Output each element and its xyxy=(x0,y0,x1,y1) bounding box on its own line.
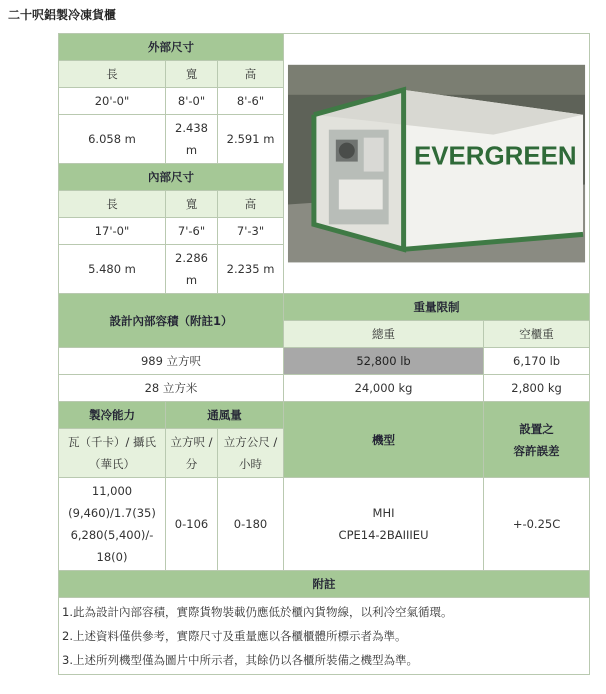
int-height-imperial: 7'-3" xyxy=(218,218,284,245)
setting-tolerance-header xyxy=(484,402,590,478)
external-dimensions-header: 外部尺寸 xyxy=(59,34,284,61)
capacity-cubic-meters: 28 立方米 xyxy=(59,375,284,402)
int-col-length: 長 xyxy=(59,191,166,218)
note-item-3: 3.上述所列機型僅為圖片中所示者，其餘仍以各櫃所裝備之機型為準。 xyxy=(62,653,418,667)
ext-length-imperial: 20'-0" xyxy=(59,88,166,115)
refrigeration-capacity-header: 製冷能力 xyxy=(59,402,166,429)
refrigerated-container-image xyxy=(284,35,589,292)
ext-col-width: 寬 xyxy=(166,61,218,88)
container-spec-table xyxy=(58,33,590,675)
note-item-1: 1.此為設計內部容積，實際貨物裝載仍應低於櫃內貨物線，以利冷空氣循環。 xyxy=(62,605,453,619)
ext-width-metric: 2.438 m xyxy=(166,115,218,164)
int-col-width: 寬 xyxy=(166,191,218,218)
note-item-2: 2.上述資料僅供參考，實際尺寸及重量應以各櫃櫃體所標示者為準。 xyxy=(62,629,407,643)
int-length-imperial: 17'-0" xyxy=(59,218,166,245)
ventilation-value-cmh: 0-180 xyxy=(218,478,284,571)
gross-weight-kg: 24,000 kg xyxy=(284,375,484,402)
gross-weight-label: 總重 xyxy=(284,321,484,348)
ext-width-imperial: 8'-0" xyxy=(166,88,218,115)
setting-header-line1: 設置之 xyxy=(519,421,554,436)
model-value xyxy=(284,478,484,571)
tare-weight-lb: 6,170 lb xyxy=(484,348,590,375)
tare-weight-label: 空櫃重 xyxy=(484,321,590,348)
page-title: 二十呎鋁製冷凍貨櫃 xyxy=(8,8,117,22)
int-col-height: 高 xyxy=(218,191,284,218)
internal-dimensions-header: 內部尺寸 xyxy=(59,164,284,191)
tare-weight-kg: 2,800 kg xyxy=(484,375,590,402)
model-header: 機型 xyxy=(284,402,484,478)
model-value-line2: CPE14-2BAIIIEU xyxy=(338,528,429,542)
ext-height-imperial: 8'-6" xyxy=(218,88,284,115)
refrigeration-unit: 瓦（千卡）/ 攝氏（華氏） xyxy=(59,429,166,478)
refrigeration-capacity-value xyxy=(59,478,166,571)
gross-weight-lb: 52,800 lb xyxy=(284,348,484,375)
int-width-metric: 2.286 m xyxy=(166,245,218,294)
brand-logo-text: EVERGREEN xyxy=(414,142,577,171)
model-value-line1: MHI xyxy=(372,506,395,520)
ventilation-unit-cmh: 立方公尺 / 小時 xyxy=(218,429,284,478)
int-width-imperial: 7'-6" xyxy=(166,218,218,245)
container-photo xyxy=(284,34,590,294)
ext-length-metric: 6.058 m xyxy=(59,115,166,164)
setting-tolerance-value: +-0.25C xyxy=(484,478,590,571)
ext-col-height: 高 xyxy=(218,61,284,88)
ext-col-length: 長 xyxy=(59,61,166,88)
refrig-value-line3: 6,280(5,400)/- xyxy=(70,528,154,542)
weight-limit-header: 重量限制 xyxy=(284,294,590,321)
notes-header: 附註 xyxy=(59,571,590,598)
ventilation-header: 通風量 xyxy=(166,402,284,429)
refrig-value-line4: 18(0) xyxy=(96,550,128,564)
int-height-metric: 2.235 m xyxy=(218,245,284,294)
notes-body xyxy=(59,598,590,675)
refrig-value-line1: 11,000 xyxy=(91,484,133,498)
capacity-cubic-feet: 989 立方呎 xyxy=(59,348,284,375)
ext-height-metric: 2.591 m xyxy=(218,115,284,164)
capacity-header: 設計內部容積（附註1） xyxy=(59,294,284,348)
setting-header-line2: 容許誤差 xyxy=(513,443,560,458)
refrig-value-line2: (9,460)/1.7(35) xyxy=(68,506,156,520)
int-length-metric: 5.480 m xyxy=(59,245,166,294)
ventilation-value-cfm: 0-106 xyxy=(166,478,218,571)
ventilation-unit-cfm: 立方呎 / 分 xyxy=(166,429,218,478)
